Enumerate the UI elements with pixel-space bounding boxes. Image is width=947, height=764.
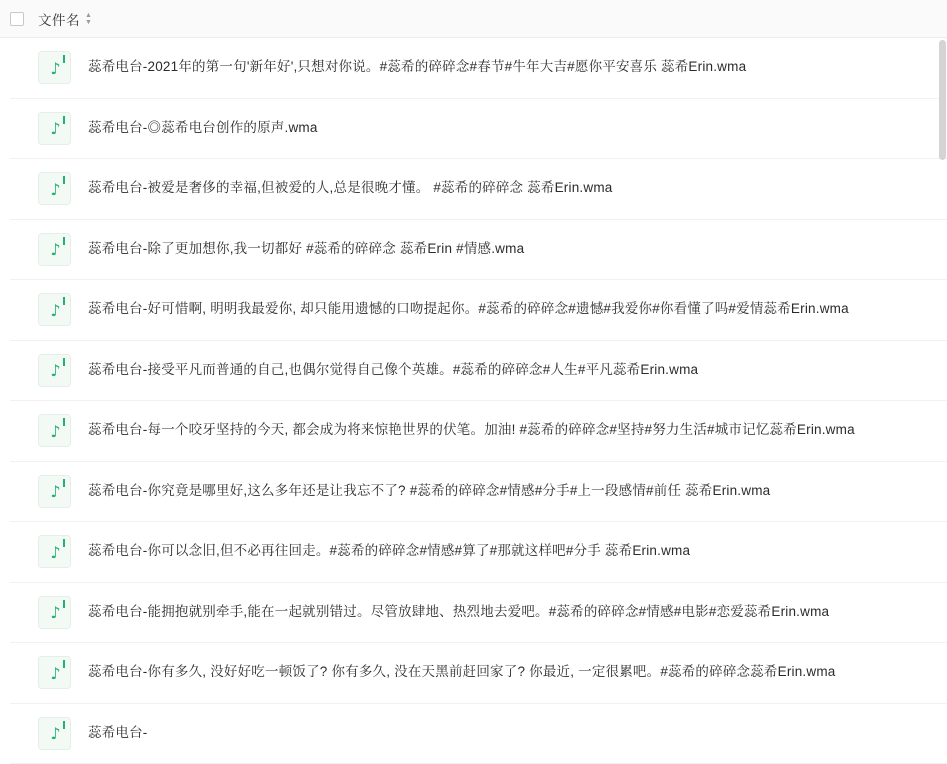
music-note-glyph: ♪ [39,536,72,569]
audio-note-icon [38,535,71,568]
audio-note-icon [38,414,71,447]
select-all-checkbox[interactable] [10,12,24,26]
file-name-label: 蕊希电台-你究竟是哪里好,这么多年还是让我忘不了? #蕊希的碎碎念#情感#分手#上一段感情#前任 蕊希Erin.wma [88,482,770,501]
note-flag-accent [63,721,65,729]
note-flag-accent [63,55,65,63]
file-row[interactable] [10,643,947,704]
music-note-glyph: ♪ [39,294,72,327]
music-note-glyph: ♪ [39,476,72,509]
file-name-label: 蕊希电台-你可以念旧,但不必再往回走。#蕊希的碎碎念#情感#算了#那就这样吧#分手 蕊希Erin.wma [88,542,690,561]
note-flag-accent [63,479,65,487]
file-row[interactable] [10,220,947,281]
note-flag-accent [63,660,65,668]
file-name-label: 蕊希电台-被爱是奢侈的幸福,但被爱的人,总是很晚才懂。 #蕊希的碎碎念 蕊希Erin.wma [88,179,612,198]
file-name-label: 蕊希电台-好可惜啊, 明明我最爱你, 却只能用遗憾的口吻提起你。#蕊希的碎碎念#遗憾#我爱你#你看懂了吗#爱情蕊希Erin.wma [88,300,849,319]
file-row[interactable] [10,38,947,99]
file-row[interactable] [10,159,947,220]
audio-note-icon [38,233,71,266]
sort-ascending-icon: ▲ [85,12,92,19]
audio-note-icon [38,717,71,750]
file-row[interactable] [10,341,947,402]
file-name-label: 蕊希电台-◎蕊希电台创作的原声.wma [88,119,318,138]
music-note-glyph: ♪ [39,657,72,690]
audio-note-icon [38,354,71,387]
file-row[interactable] [10,462,947,523]
audio-note-icon [38,656,71,689]
file-row[interactable] [10,583,947,644]
note-flag-accent [63,539,65,547]
file-list[interactable] [0,38,947,764]
file-name-label: 蕊希电台-除了更加想你,我一切都好 #蕊希的碎碎念 蕊希Erin #情感.wma [88,240,524,259]
note-flag-accent [63,418,65,426]
file-row[interactable] [10,280,947,341]
music-note-glyph: ♪ [39,415,72,448]
file-name-label: 蕊希电台-你有多久, 没好好吃一顿饭了? 你有多久, 没在天黑前赶回家了? 你最近, 一定很累吧。#蕊希的碎碎念蕊希Erin.wma [88,663,836,682]
file-name-label: 蕊希电台-每一个咬牙坚持的今天, 都会成为将来惊艳世界的伏笔。加油! #蕊希的碎碎念#坚持#努力生活#城市记忆蕊希Erin.wma [88,421,855,440]
file-row[interactable] [10,99,947,160]
music-note-glyph: ♪ [39,52,72,85]
music-note-glyph: ♪ [39,173,72,206]
audio-note-icon [38,596,71,629]
note-flag-accent [63,297,65,305]
vertical-scrollbar[interactable] [938,0,947,715]
column-header-name[interactable] [38,9,92,29]
note-flag-accent [63,237,65,245]
music-note-glyph: ♪ [39,113,72,146]
file-row[interactable] [10,522,947,583]
file-name-label: 蕊希电台-接受平凡而普通的自己,也偶尔觉得自己像个英雄。#蕊希的碎碎念#人生#平凡蕊希Erin.wma [88,361,698,380]
scrollbar-thumb[interactable] [939,40,946,160]
file-list-header [0,0,947,38]
file-name-label: 蕊希电台-能拥抱就别牵手,能在一起就别错过。尽管放肆地、热烈地去爱吧。#蕊希的碎碎念#情感#电影#恋爱蕊希Erin.wma [88,603,829,622]
music-note-glyph: ♪ [39,718,72,751]
note-flag-accent [63,358,65,366]
music-note-glyph: ♪ [39,234,72,267]
audio-note-icon [38,475,71,508]
sort-descending-icon: ▼ [85,19,92,26]
audio-note-icon [38,112,71,145]
note-flag-accent [63,176,65,184]
note-flag-accent [63,600,65,608]
audio-note-icon [38,51,71,84]
column-header-name-label: 文件名 [38,9,80,29]
sort-toggle-icon[interactable] [85,12,92,26]
file-row[interactable] [10,704,947,764]
file-name-label: 蕊希电台-2021年的第一句'新年好',只想对你说。#蕊希的碎碎念#春节#牛年大吉#愿你平安喜乐 蕊希Erin.wma [88,58,746,77]
music-note-glyph: ♪ [39,355,72,388]
music-note-glyph: ♪ [39,597,72,630]
file-name-label: 蕊希电台- [88,724,148,743]
audio-note-icon [38,172,71,205]
audio-note-icon [38,293,71,326]
file-row[interactable] [10,401,947,462]
note-flag-accent [63,116,65,124]
